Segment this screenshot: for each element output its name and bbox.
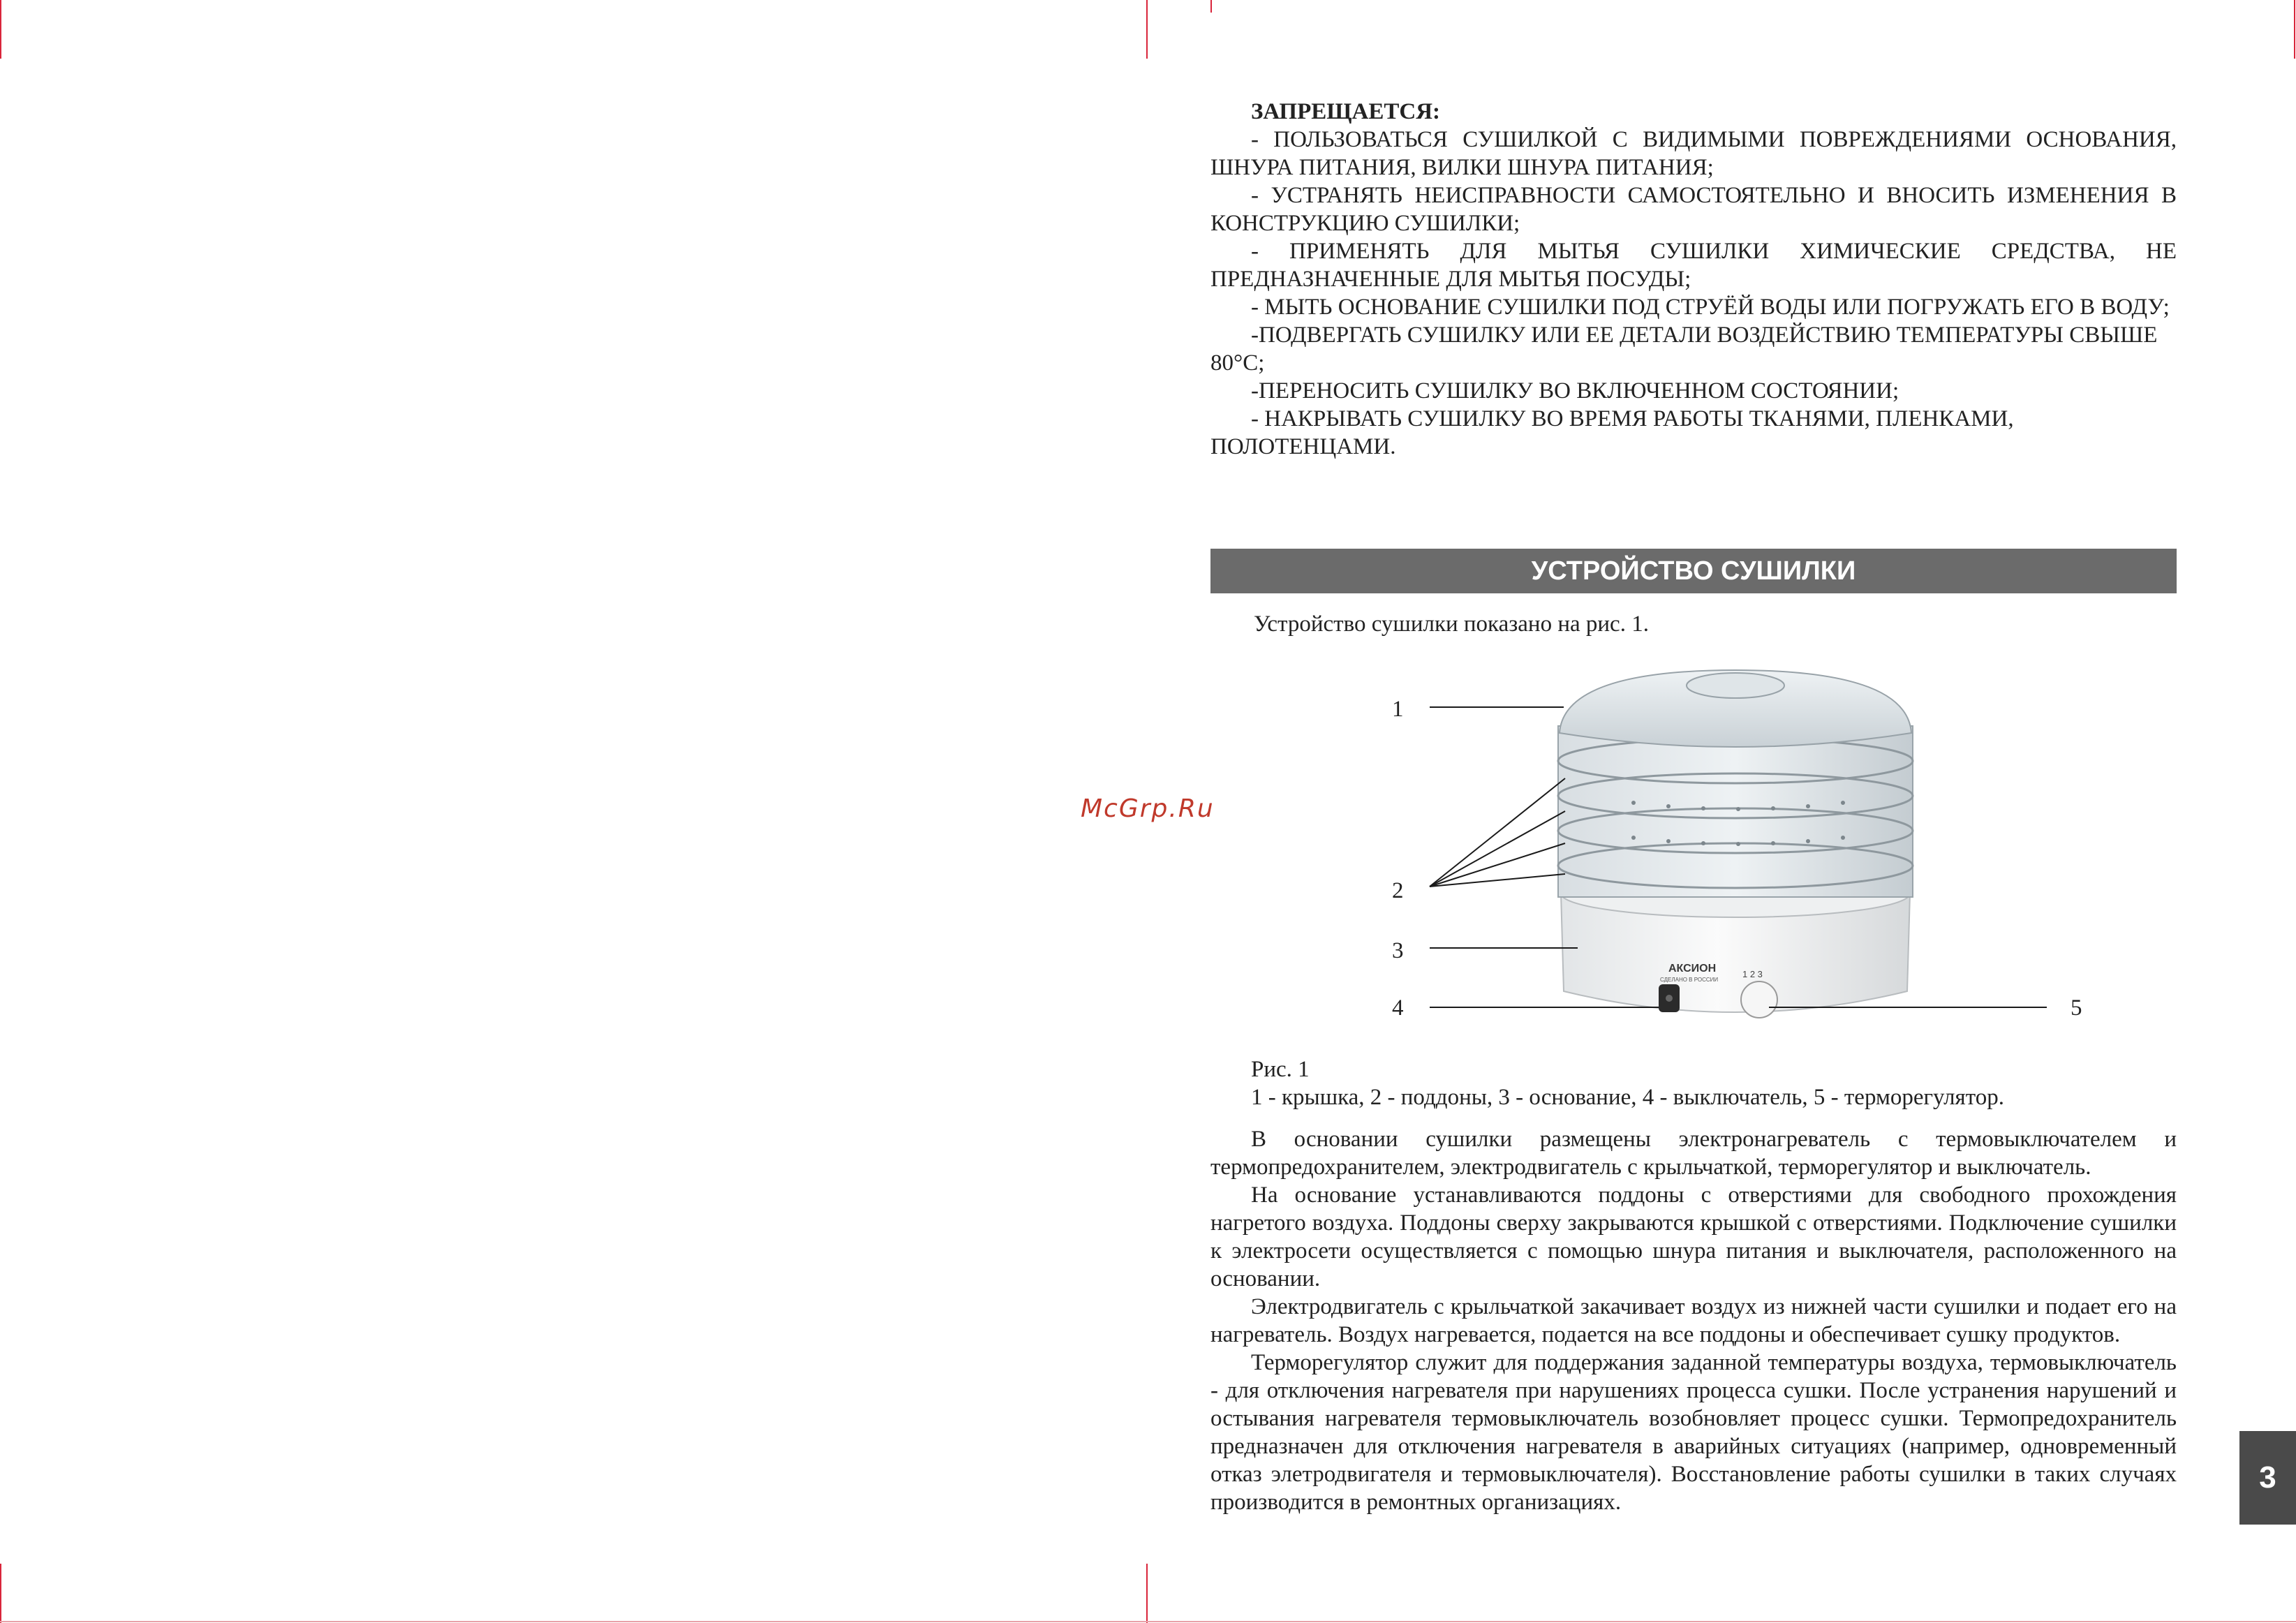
- body-paragraph: Терморегулятор служит для поддержания заданной температуры воздуха, термовыключатель - для отключения нагревателя при нарушениях процесса сушки. После устранения нарушений и остывания нагревателя термовыключатель возобновляет процесс сушки. Термопредохранитель предназначен для отключения нагревателя в аварийных ситуациях (например, одновременный отказ элетродвигателя и термовыключателя). Восстановление работы сушилки в таких случаях производится в ремонтных организациях.: [1210, 1350, 2177, 1515]
- dial-marks: 1 2 3: [1742, 969, 1763, 979]
- crop-mark: [0, 1621, 2296, 1622]
- description-block: [1210, 1125, 2177, 1516]
- section-title: УСТРОЙСТВО СУШИЛКИ: [1210, 549, 2177, 593]
- prohibition-item: - НАКРЫВАТЬ СУШИЛКУ ВО ВРЕМЯ РАБОТЫ ТКАНЯМИ, ПЛЕНКАМИ, ПОЛОТЕНЦАМИ.: [1210, 406, 2014, 459]
- intro-text: Устройство сушилки показано на рис. 1.: [1254, 612, 1649, 637]
- dehydrator-illustration: [1368, 656, 2094, 1061]
- body-paragraph: Электродвигатель с крыльчаткой закачивает воздух из нижней части сушилки и подает его на нагреватель. Воздух нагревается, подается на все поддоны и обеспечивает сушку продуктов.: [1210, 1294, 2177, 1347]
- callout-3: 3: [1392, 938, 1404, 963]
- prohibition-item: - ПРИМЕНЯТЬ ДЛЯ МЫТЬЯ СУШИЛКИ ХИМИЧЕСКИЕ СРЕДСТВА, НЕ ПРЕДНАЗНАЧЕННЫЕ ДЛЯ МЫТЬЯ ПОСУДЫ;: [1210, 239, 2177, 292]
- prohibition-item: -ПОДВЕРГАТЬ СУШИЛКУ ИЛИ ЕЕ ДЕТАЛИ ВОЗДЕЙСТВИЮ ТЕМПЕРАТУРЫ СВЫШЕ 80°С;: [1210, 323, 2158, 376]
- brand-label: АКСИОН: [1668, 963, 1717, 974]
- caption-legend: 1 - крышка, 2 - поддоны, 3 - основание, 4 - выключатель, 5 - терморегулятор.: [1251, 1085, 2004, 1110]
- dehydrator-figure: [1368, 656, 2094, 1061]
- callout-2: 2: [1392, 878, 1404, 903]
- brand-sub-label: СДЕЛАНО В РОССИИ: [1660, 977, 1719, 983]
- prohibition-item: -ПЕРЕНОСИТЬ СУШИЛКУ ВО ВКЛЮЧЕННОМ СОСТОЯНИИ;: [1251, 378, 1899, 403]
- figure-caption: [1251, 1055, 2004, 1111]
- crop-mark: [1146, 0, 1148, 59]
- caption-label: Рис. 1: [1251, 1057, 1310, 1082]
- page-number: 3: [2239, 1431, 2296, 1525]
- callout-1: 1: [1392, 697, 1404, 722]
- crop-mark: [0, 0, 1, 59]
- prohibition-item: - МЫТЬ ОСНОВАНИЕ СУШИЛКИ ПОД СТРУЁЙ ВОДЫ ИЛИ ПОГРУЖАТЬ ЕГО В ВОДУ;: [1251, 295, 2170, 320]
- body-paragraph: В основании сушилки размещены электронагреватель с термовыключателем и термопредохранителем, электродвигатель с крыльчаткой, терморегулятор и выключатель.: [1210, 1127, 2177, 1180]
- prohibitions-block: [1210, 98, 2177, 461]
- crop-mark: [0, 1564, 1, 1623]
- crop-mark: [1210, 0, 1212, 13]
- callout-5: 5: [2071, 995, 2082, 1021]
- prohibition-item: - УСТРАНЯТЬ НЕИСПРАВНОСТИ САМОСТОЯТЕЛЬНО И ВНОСИТЬ ИЗМЕНЕНИЯ В КОНСТРУКЦИЮ СУШИЛКИ;: [1210, 183, 2177, 236]
- prohibition-item: - ПОЛЬЗОВАТЬСЯ СУШИЛКОЙ С ВИДИМЫМИ ПОВРЕЖДЕНИЯМИ ОСНОВАНИЯ, ШНУРА ПИТАНИЯ, ВИЛКИ ШНУРА ПИТАНИЯ;: [1210, 127, 2177, 180]
- crop-mark: [2294, 0, 2295, 59]
- prohibitions-heading: ЗАПРЕЩАЕТСЯ:: [1251, 99, 1441, 124]
- crop-mark: [1146, 1564, 1148, 1623]
- callout-4: 4: [1392, 995, 1404, 1021]
- watermark: McGrp.Ru: [1081, 794, 1215, 823]
- body-paragraph: На основание устанавливаются поддоны с отверстиями для свободного прохождения нагретого воздуха. Поддоны сверху закрываются крышкой с отверстиями. Подключение сушилки к электросети осуществляется с помощью шнура питания и выключателя, расположенного на основании.: [1210, 1183, 2177, 1291]
